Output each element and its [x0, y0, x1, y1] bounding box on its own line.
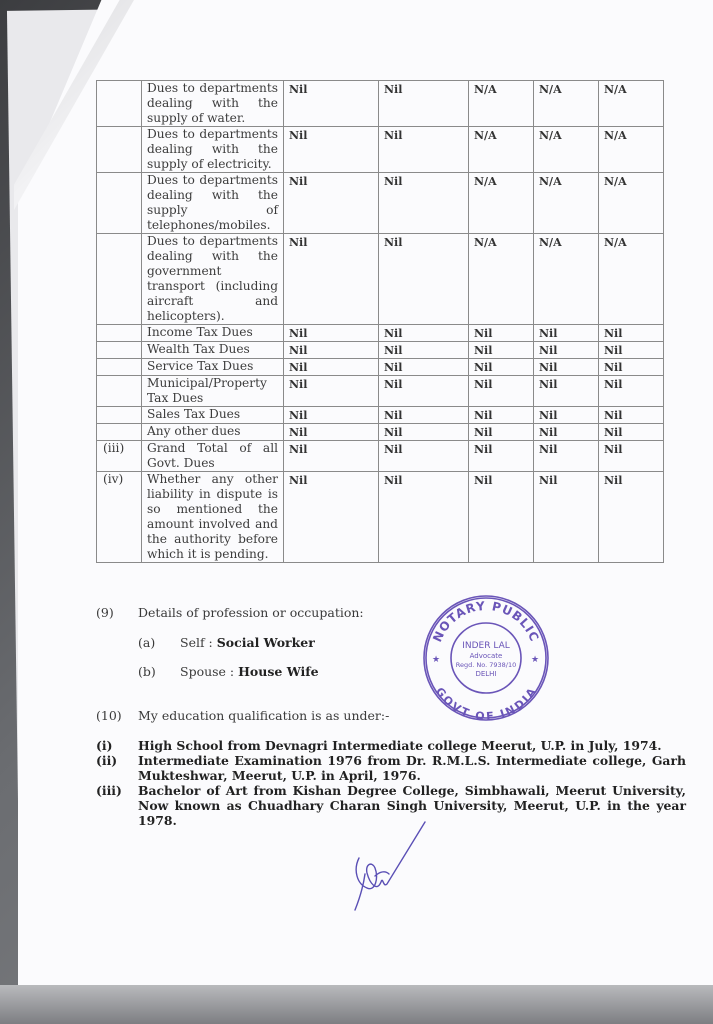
row-description: Whether any other liability in dispute is so mentioned the amount involved and the authority before which it is pending. — [142, 472, 284, 563]
row-description: Any other dues — [142, 424, 284, 441]
list-item-number: (i) — [96, 738, 113, 753]
row-number: (iii) — [97, 441, 142, 472]
table-row — [97, 342, 664, 359]
table-row — [97, 234, 664, 325]
dues-table — [96, 80, 664, 563]
row-number — [97, 359, 142, 376]
row-value: N/A — [469, 173, 534, 234]
section-9b — [180, 664, 319, 679]
seal-name: INDER LAL — [462, 641, 510, 651]
self-occupation: Social Worker — [216, 635, 315, 650]
row-value: Nil — [599, 342, 664, 359]
seal-star-left: ★ — [432, 655, 441, 665]
row-value: Nil — [284, 325, 379, 342]
row-description: Dues to departments dealing with the supply of water. — [142, 81, 284, 127]
list-item-text: Intermediate Examination 1976 from Dr. R.M.L.S. Intermediate college, Garh Mukteshwar, Meerut, U.P. in April, 1976. — [138, 753, 686, 783]
row-description: Income Tax Dues — [142, 325, 284, 342]
row-value: Nil — [599, 407, 664, 424]
row-number — [97, 376, 142, 407]
row-value: Nil — [284, 472, 379, 563]
list-item — [96, 738, 686, 753]
row-description: Wealth Tax Dues — [142, 342, 284, 359]
table-row — [97, 325, 664, 342]
row-value: Nil — [469, 376, 534, 407]
list-item-number: (ii) — [96, 753, 118, 768]
row-value: Nil — [284, 173, 379, 234]
row-value: Nil — [379, 173, 469, 234]
row-value: Nil — [534, 342, 599, 359]
section-9-number: (9) — [96, 605, 114, 620]
row-value: Nil — [599, 376, 664, 407]
row-value: Nil — [284, 424, 379, 441]
seal-title: Advocate — [469, 652, 503, 660]
row-number — [97, 325, 142, 342]
row-value: N/A — [534, 173, 599, 234]
table-row — [97, 472, 664, 563]
row-value: Nil — [284, 359, 379, 376]
list-item-number: (iii) — [96, 783, 122, 798]
row-value: Nil — [379, 441, 469, 472]
row-description: Dues to departments dealing with the government transport (including aircraft and helicopters). — [142, 234, 284, 325]
row-value: Nil — [379, 234, 469, 325]
row-number — [97, 424, 142, 441]
row-value: N/A — [534, 234, 599, 325]
table-row — [97, 407, 664, 424]
row-number — [97, 407, 142, 424]
row-value: N/A — [469, 234, 534, 325]
row-description: Dues to departments dealing with the supply of telephones/mobiles. — [142, 173, 284, 234]
row-description: Dues to departments dealing with the supply of electricity. — [142, 127, 284, 173]
row-value: Nil — [379, 342, 469, 359]
svg-text:NOTARY PUBLIC — [430, 599, 542, 644]
seal-reg-no: Regd. No. 7938/10 — [455, 661, 517, 669]
row-value: Nil — [284, 376, 379, 407]
signature — [345, 818, 435, 918]
row-value: Nil — [469, 472, 534, 563]
row-value: Nil — [534, 424, 599, 441]
row-description: Service Tax Dues — [142, 359, 284, 376]
row-value: Nil — [599, 325, 664, 342]
self-label: Self : — [180, 635, 217, 650]
row-value: Nil — [284, 441, 379, 472]
row-value: Nil — [469, 325, 534, 342]
table-row — [97, 424, 664, 441]
table-row — [97, 359, 664, 376]
row-number — [97, 342, 142, 359]
row-value: N/A — [534, 127, 599, 173]
row-value: Nil — [379, 472, 469, 563]
row-value: Nil — [534, 325, 599, 342]
row-value: Nil — [599, 441, 664, 472]
row-value: Nil — [379, 127, 469, 173]
row-description: Grand Total of all Govt. Dues — [142, 441, 284, 472]
row-value: Nil — [534, 472, 599, 563]
section-9a — [180, 635, 315, 650]
row-value: Nil — [599, 424, 664, 441]
row-value: N/A — [599, 173, 664, 234]
seal-star-right: ★ — [531, 655, 540, 665]
list-item-text: High School from Devnagri Intermediate college Meerut, U.P. in July, 1974. — [138, 738, 662, 753]
row-value: Nil — [284, 234, 379, 325]
section-10-number: (10) — [96, 708, 122, 723]
row-number — [97, 81, 142, 127]
row-number — [97, 234, 142, 325]
section-9b-number: (b) — [138, 664, 156, 679]
row-number — [97, 127, 142, 173]
row-value: Nil — [379, 407, 469, 424]
row-number — [97, 173, 142, 234]
spouse-occupation: House Wife — [238, 664, 319, 679]
row-value: Nil — [534, 359, 599, 376]
row-value: Nil — [599, 472, 664, 563]
row-value: Nil — [469, 342, 534, 359]
row-value: Nil — [284, 407, 379, 424]
row-value: N/A — [469, 81, 534, 127]
row-value: Nil — [379, 424, 469, 441]
row-value: Nil — [534, 376, 599, 407]
row-description: Sales Tax Dues — [142, 407, 284, 424]
row-value: Nil — [469, 424, 534, 441]
table-row — [97, 127, 664, 173]
list-item-text: Bachelor of Art from Kishan Degree College, Simbhawali, Meerut University, Now known as Chuadhary Charan Singh University, Meerut, U.P. in the year 1978. — [138, 783, 686, 828]
row-value: N/A — [469, 127, 534, 173]
list-item — [96, 753, 686, 783]
section-9-heading: Details of profession or occupation: — [138, 605, 364, 620]
table-row — [97, 441, 664, 472]
row-value: Nil — [599, 359, 664, 376]
row-value: N/A — [599, 127, 664, 173]
section-9a-number: (a) — [138, 635, 156, 650]
table-row — [97, 81, 664, 127]
row-value: N/A — [599, 234, 664, 325]
notary-seal-stamp — [420, 592, 552, 724]
row-value: Nil — [284, 342, 379, 359]
row-value: Nil — [469, 441, 534, 472]
row-value: Nil — [379, 376, 469, 407]
table-row — [97, 173, 664, 234]
section-10-heading: My education qualification is as under:- — [138, 708, 390, 723]
dues-table-body — [97, 81, 664, 563]
table-row — [97, 376, 664, 407]
bottom-edge — [0, 985, 713, 1024]
row-value: Nil — [284, 81, 379, 127]
row-description: Municipal/Property Tax Dues — [142, 376, 284, 407]
row-value: N/A — [599, 81, 664, 127]
spouse-label: Spouse : — [180, 664, 239, 679]
seal-bottom-text: GOVT OF INDIA — [432, 685, 540, 724]
row-value: Nil — [534, 407, 599, 424]
row-value: Nil — [469, 407, 534, 424]
seal-top-text: NOTARY PUBLIC — [430, 598, 542, 645]
seal-city: DELHI — [475, 670, 497, 678]
row-value: Nil — [284, 127, 379, 173]
row-value: Nil — [379, 325, 469, 342]
row-value: Nil — [469, 359, 534, 376]
row-value: Nil — [379, 81, 469, 127]
row-value: Nil — [534, 441, 599, 472]
signature-stroke — [355, 822, 425, 910]
row-value: N/A — [534, 81, 599, 127]
row-number: (iv) — [97, 472, 142, 563]
row-value: Nil — [379, 359, 469, 376]
education-list — [96, 738, 686, 828]
